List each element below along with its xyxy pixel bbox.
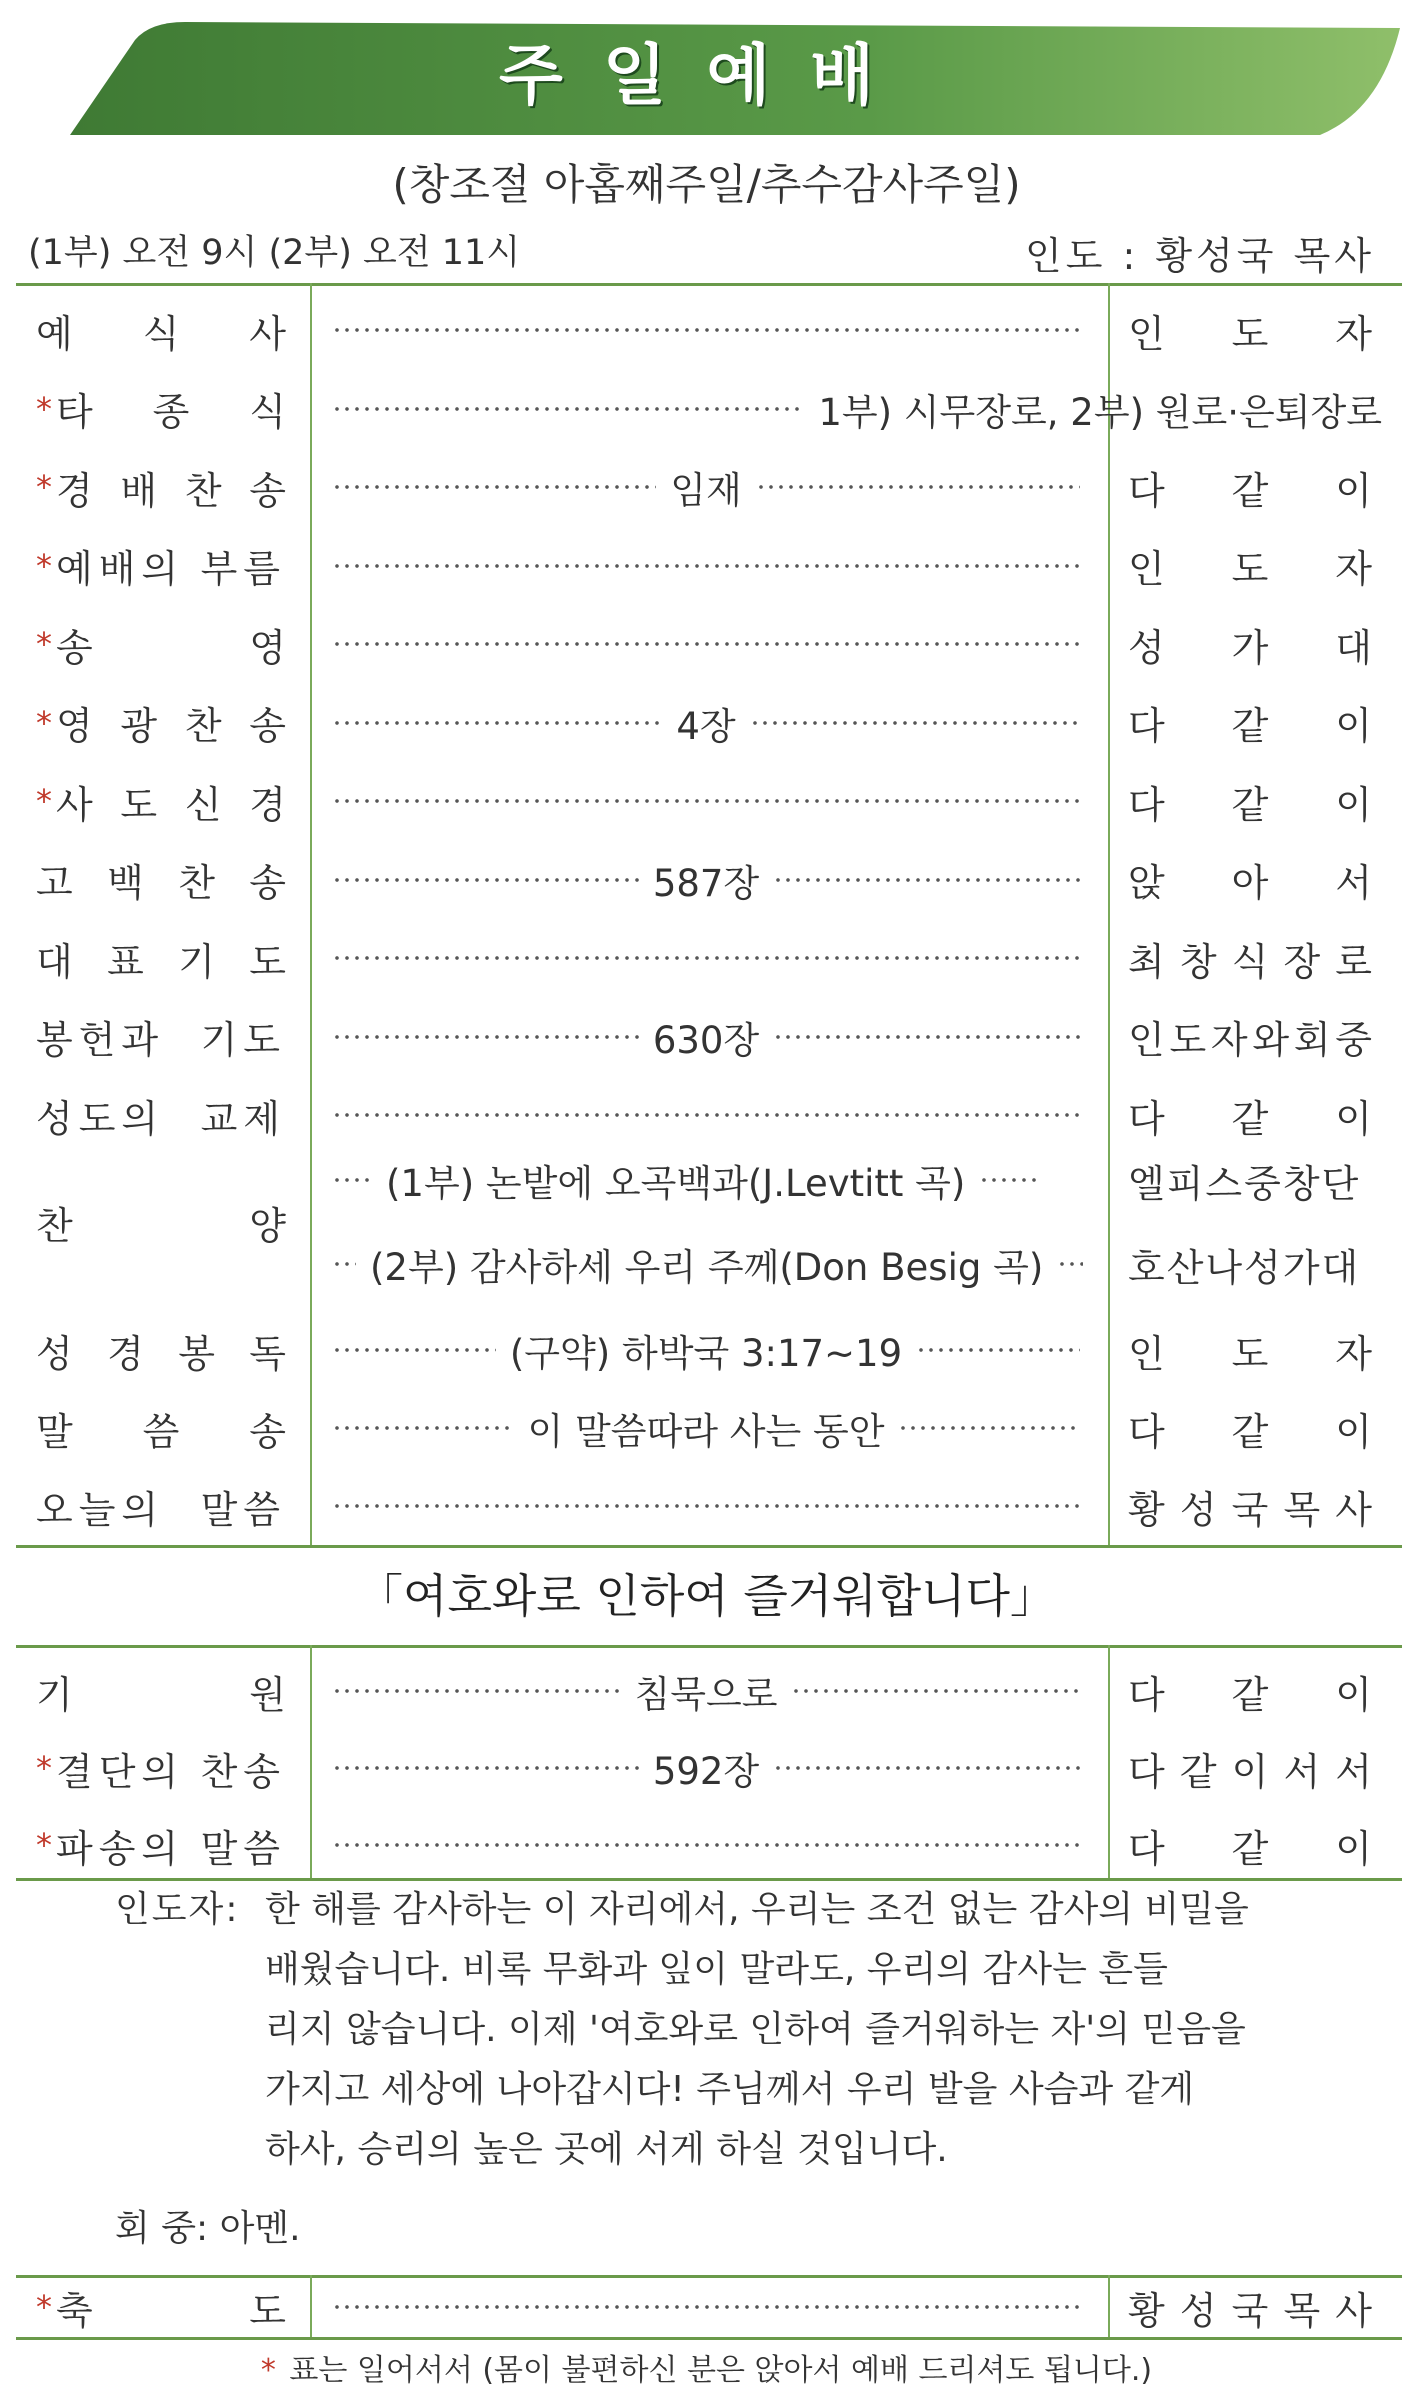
order-row [0,998,1413,1076]
order-item-leader-char: 창 [1179,939,1217,984]
order-item-name [36,370,286,448]
order-item-word: 결단의 [56,1749,185,1794]
order-item-leader-char: 도 [1169,1018,1207,1062]
order-item-char: 기 [178,939,215,984]
order-item-leader [1128,998,1372,1076]
order-item-leader-char: 이 [1335,468,1372,513]
order-item-detail-text: 1부) 시무장로, 2부) 원로·은퇴장로 [818,390,1382,434]
order-item-leader-char: 자 [1210,1018,1248,1062]
order-item-char: 도 [249,2288,286,2333]
order-item-leader [1128,919,1372,997]
order-item-leader-char: 같 [1231,468,1269,513]
page-title: 주일예배 [498,37,915,114]
order-item-word: 성도의 [36,1096,165,1141]
order-item-char: 예 [36,311,73,356]
order-item-leader-char: 서 [1335,861,1372,905]
order-item-detail [332,762,1080,840]
order-item-leader-char: 다 [1128,782,1165,827]
order-item-label [36,303,286,358]
order-item-leader-char: 도 [1231,547,1269,591]
leader-dots [916,1346,1080,1354]
leader-text-line: 한 해를 감사하는 이 자리에서, 우리는 조건 없는 감사의 비밀을 [265,1889,1249,1930]
order-item-leader-char: 성 [1128,625,1165,670]
order-item-char: 사 [249,311,286,356]
order-row [0,1652,1413,1730]
order-item-leader-char: 같 [1231,1826,1269,1871]
order-item-leader-char: 성 [1179,1487,1217,1532]
leader-dots [332,1260,356,1268]
order-item-name [36,291,286,369]
anthem-2-performer: 호산나성가대 [1128,1245,1361,1290]
order-item-leader-char: 이 [1231,1749,1269,1794]
order-item-label [56,381,286,436]
order-item-detail [332,291,1080,369]
order-item-detail-text: 임재 [670,469,742,512]
order-item-label [36,1323,286,1378]
leader-dots [773,876,1080,884]
order-item-leader-char: 장 [1283,939,1321,984]
anthem-1-text: (1부) 논밭에 오곡백과(J.Levtitt 곡) [386,1162,966,1205]
order-item-leader [1128,762,1372,840]
service-leader: 인도 : 황성국 목사 [1025,234,1375,278]
order-item-label [56,538,286,593]
order-row [0,1311,1413,1389]
anthem-name-char: 찬 [36,1203,73,1248]
order-item-word: 말씀 [200,1487,286,1532]
order-item-leader-char: 로 [1335,939,1372,984]
order-item-leader [1128,448,1372,526]
rule-mid-1 [16,1545,1402,1548]
order-item-char: 송 [249,1409,286,1454]
standing-star-icon: * [36,625,52,663]
order-item-char: 씀 [142,1409,180,1454]
order-item-leader-char: 같 [1179,1749,1217,1794]
anthem-line-1 [0,1141,1413,1219]
congregation-label: 회 중: [115,2208,209,2249]
leader-dots [332,1176,372,1184]
order-item-detail [332,919,1080,997]
leader-dots [756,483,1080,491]
order-row [0,684,1413,762]
order-item-leader-char: 이 [1335,1409,1372,1454]
order-item-char: 경 [56,468,93,513]
order-item-leader-char: 자 [1335,311,1372,356]
order-item-char: 봉 [178,1331,215,1376]
order-item-leader-char: 같 [1231,1096,1269,1141]
order-item-char: 원 [249,1672,286,1717]
standing-star-icon: * [36,782,52,820]
order-row [0,370,1413,448]
leader-dots [750,719,1080,727]
order-item-leader-char: 사 [1335,2288,1372,2333]
order-item-detail-text: (구약) 하박국 3:17~19 [509,1332,903,1375]
order-item-leader [1128,1467,1372,1545]
order-row [0,919,1413,997]
leader-text-line: 가지고 세상에 나아갑시다! 주님께서 우리 발을 사슴과 같게 [265,2069,1195,2110]
order-item-label [36,1479,286,1534]
order-item-leader-char: 이 [1335,1672,1372,1717]
order-item-leader-char: 가 [1231,625,1269,670]
order-item-name [36,1389,286,1467]
order-item-leader-char: 다 [1128,1409,1165,1454]
order-item-word: 파송의 [56,1826,185,1871]
order-item-leader [1128,527,1372,605]
order-item-detail-text: 592장 [652,1750,760,1793]
order-item-char: 백 [107,861,144,905]
order-item-char: 영 [56,704,93,748]
anthem-name-char: 양 [249,1203,286,1248]
order-item-name [36,605,286,683]
order-item-char: 영 [249,625,286,670]
order-item-leader [1128,605,1372,683]
order-item-leader-char: 같 [1231,704,1269,748]
leader-dots [332,876,639,884]
anthem-1-performer: 엘피스중창단 [1128,1161,1361,1206]
order-item-detail-text: 630장 [652,1018,760,1062]
order-row [0,1806,1413,1884]
order-item-label [56,2280,286,2335]
leader-dots [332,483,656,491]
order-item-leader-char: 아 [1231,861,1269,905]
order-item-leader [1128,684,1372,762]
order-item-detail [332,1467,1080,1545]
order-item-leader-char: 자 [1335,1331,1372,1376]
leader-dots [332,1841,1080,1849]
order-item-detail [332,448,1080,526]
order-item-word: 교제 [200,1096,286,1141]
order-item-char: 종 [152,390,190,434]
order-item-name [36,527,286,605]
order-item-detail-text: 침묵으로 [634,1673,778,1716]
order-item-char: 송 [249,704,286,748]
order-item-leader-char: 앉 [1128,861,1165,905]
leader-dots [332,2303,1080,2311]
order-item-leader [1128,1806,1372,1884]
order-item-name [36,919,286,997]
order-item-detail [332,1652,1080,1730]
order-item-detail-text: 이 말씀따라 사는 동안 [527,1410,885,1453]
order-item-detail [332,605,1080,683]
leader-dots [332,1424,514,1432]
leader-dots [332,405,804,413]
leader-dots [791,1687,1080,1695]
order-item-leader [1128,841,1372,919]
order-row [0,605,1413,683]
order-item-leader-char: 이 [1335,1826,1372,1871]
order-item-leader-char: 최 [1128,939,1165,984]
order-item-char: 송 [249,468,286,513]
order-item-leader-char: 이 [1335,704,1372,748]
standing-star-icon: * [36,1826,52,1864]
footnote-text: 표는 일어서서 (몸이 불편하신 분은 앉아서 예배 드리셔도 됩니다.) [289,2353,1153,2388]
order-item-detail [332,998,1080,1076]
anthem-line-2 [0,1225,1413,1303]
order-item-char: 사 [56,782,93,827]
order-item-detail [332,1389,1080,1467]
order-item-char: 송 [249,861,286,905]
order-item-leader-char: 와 [1252,1018,1290,1062]
order-item-char: 성 [36,1331,73,1376]
leader-text [265,1880,1375,2180]
rule-top [16,283,1402,286]
leader-dots [332,1033,639,1041]
order-item-char: 도 [249,939,286,984]
order-item-leader-char: 인 [1128,311,1165,356]
standing-star-icon: * [36,389,52,428]
leader-dots [332,797,1080,805]
standing-star-icon: * [36,546,52,585]
leader-dots [898,1424,1080,1432]
order-item-char: 찬 [178,861,215,905]
order-item-name [36,1467,286,1545]
title-banner [0,0,1413,150]
star-marker: * [260,2353,276,2388]
order-item-char: 경 [249,782,286,827]
order-item-detail-text: 587장 [652,861,760,905]
order-item-leader-char: 대 [1335,625,1372,670]
order-item-name [36,1652,286,1730]
order-row [0,527,1413,605]
order-item-label [56,1818,286,1873]
leader-label: 인도자: [115,1889,240,1930]
order-item-name [36,2268,286,2346]
order-item-char: 경 [107,1331,144,1376]
order-item-label [36,852,286,907]
order-item-name [36,998,286,1076]
leader-dots [979,1176,1039,1184]
order-item-leader-char: 다 [1128,704,1165,748]
order-item-char: 고 [36,861,73,905]
order-item-leader [1128,2268,1372,2346]
order-item-char: 독 [249,1331,286,1376]
leader-dots [773,1764,1080,1772]
order-item-leader-char: 서 [1283,1749,1321,1794]
order-item-char: 도 [120,782,158,827]
order-item-char: 신 [184,782,222,827]
order-item-leader-char: 국 [1231,2288,1269,2333]
order-item-leader-char: 식 [1231,939,1269,984]
order-row [0,762,1413,840]
order-item-word: 예배의 [56,547,185,591]
congregation-response [115,2200,301,2251]
order-item-leader-char: 이 [1335,782,1372,827]
page-subtitle: (창조절 아홉째주일/추수감사주일) [392,160,1021,209]
order-item-leader-char: 다 [1128,1672,1165,1717]
order-item-detail [332,1729,1080,1807]
leader-dots [332,954,1080,962]
order-item-leader-char: 도 [1231,1331,1269,1376]
order-item-leader [1128,1311,1372,1389]
order-item-detail [332,684,1080,762]
order-item-leader-char: 인 [1128,1018,1165,1062]
order-item-char: 말 [36,1409,73,1454]
order-row [0,1389,1413,1467]
order-item-label [56,617,286,672]
leader-dots [332,562,1080,570]
order-item-leader-char: 이 [1335,1096,1372,1141]
order-item-leader-char: 다 [1128,1749,1165,1794]
leader-dots [332,1502,1080,1510]
service-schedule: (1부) 오전 9시 (2부) 오전 11시 [28,233,521,273]
order-item-char: 광 [120,704,158,748]
order-item-char: 찬 [184,468,222,513]
order-item-leader-char: 성 [1179,2288,1217,2333]
order-item-leader [1128,1652,1372,1730]
order-item-leader-char: 인 [1128,547,1165,591]
order-item-char: 대 [36,939,73,984]
order-item-label [36,931,286,986]
leader-dots [332,326,1080,334]
order-item-leader-char: 도 [1231,311,1269,356]
order-item-char: 식 [249,390,286,434]
order-item-leader-char: 같 [1231,782,1269,827]
order-item-label [36,1088,286,1143]
order-row [0,2268,1413,2346]
standing-star-icon: * [36,468,52,506]
order-item-label [56,774,286,829]
order-item-leader-char: 같 [1231,1409,1269,1454]
order-item-leader-char: 다 [1128,468,1165,513]
order-row [0,1729,1413,1807]
order-item-detail [332,1141,1080,1219]
leader-text-line: 리지 않습니다. 이제 '여호와로 인하여 즐거워하는 자'의 믿음을 [265,2009,1246,2050]
order-item-word: 말씀 [200,1826,286,1871]
order-item-detail [332,1311,1080,1389]
order-row [0,291,1413,369]
order-item-name [36,684,286,762]
standing-star-icon: * [36,1749,52,1787]
order-row [0,448,1413,526]
order-item-char: 기 [36,1672,73,1717]
order-item-char: 타 [56,390,93,434]
order-item-char: 송 [56,625,93,670]
order-item-leader-char: 황 [1128,2288,1165,2333]
order-item-word: 부름 [200,547,286,591]
order-item-leader-char: 국 [1231,1487,1269,1532]
order-item-detail [332,370,1382,448]
congregation-text: 아멘. [219,2208,301,2249]
leader-dots [332,1111,1080,1119]
order-item-detail [332,2268,1080,2346]
anthem-2-text: (2부) 감사하세 우리 주께(Don Besig 곡) [370,1246,1044,1289]
order-item-char: 배 [120,468,158,513]
leader-text-line: 배웠습니다. 비록 무화과 잎이 말라도, 우리의 감사는 흔들 [265,1949,1168,1990]
order-item-detail-text: 4장 [676,704,736,748]
order-item-char: 표 [107,939,144,984]
leader-dots [332,719,662,727]
order-item-label [36,1664,286,1719]
order-item-leader-char: 서 [1335,1749,1372,1794]
standing-star-icon: * [36,703,52,742]
order-item-word: 찬송 [200,1749,286,1794]
order-item-leader-char: 자 [1335,547,1372,591]
order-item-leader-char: 회 [1293,1018,1331,1062]
leader-dots [332,1346,496,1354]
order-item-word: 봉헌과 [36,1018,165,1062]
order-item-word: 기도 [200,1018,286,1062]
footnote [0,2345,1413,2389]
order-item-char: 식 [142,311,180,356]
order-item-char: 찬 [184,704,222,748]
order-item-leader-char: 황 [1128,1487,1165,1532]
leader-dots [332,1764,639,1772]
order-item-leader [1128,1729,1372,1807]
order-row [0,841,1413,919]
leader-dots [332,640,1080,648]
order-item-leader-char: 인 [1128,1331,1165,1376]
leader-dots [773,1033,1080,1041]
order-item-label [56,460,286,515]
order-item-leader-char: 사 [1335,1487,1372,1532]
order-item-detail [332,527,1080,605]
order-item-detail [332,1806,1080,1884]
leader-dots [1057,1260,1083,1268]
rule-mid-2 [16,1645,1402,1648]
order-item-leader-char: 다 [1128,1826,1165,1871]
order-item-label [56,1741,286,1796]
order-item-word: 오늘의 [36,1487,165,1532]
order-item-label [36,1401,286,1456]
order-item-leader [1128,291,1372,369]
order-item-name [36,448,286,526]
leader-dots [332,1687,621,1695]
order-item-label [56,695,286,750]
order-item-char: 축 [56,2288,93,2333]
order-item-leader [1128,1389,1372,1467]
order-item-leader-char: 중 [1335,1018,1372,1062]
order-item-leader-char: 같 [1231,1672,1269,1717]
leader-text-line: 하사, 승리의 높은 곳에 서게 하실 것입니다. [265,2129,948,2170]
order-row [0,1467,1413,1545]
order-item-name [36,1729,286,1807]
sermon-title: 「여호와로 인하여 즐거워합니다」 [357,1569,1056,1623]
order-item-name [36,762,286,840]
order-item-leader-char: 목 [1283,2288,1321,2333]
order-item-leader-char: 목 [1283,1487,1321,1532]
order-item-name [36,1806,286,1884]
order-item-detail [332,841,1080,919]
standing-star-icon: * [36,2288,52,2326]
order-item-name [36,1311,286,1389]
order-item-leader-char: 다 [1128,1096,1165,1141]
order-item-detail [332,1225,1080,1303]
order-item-label [36,1009,286,1064]
order-item-name [36,841,286,919]
